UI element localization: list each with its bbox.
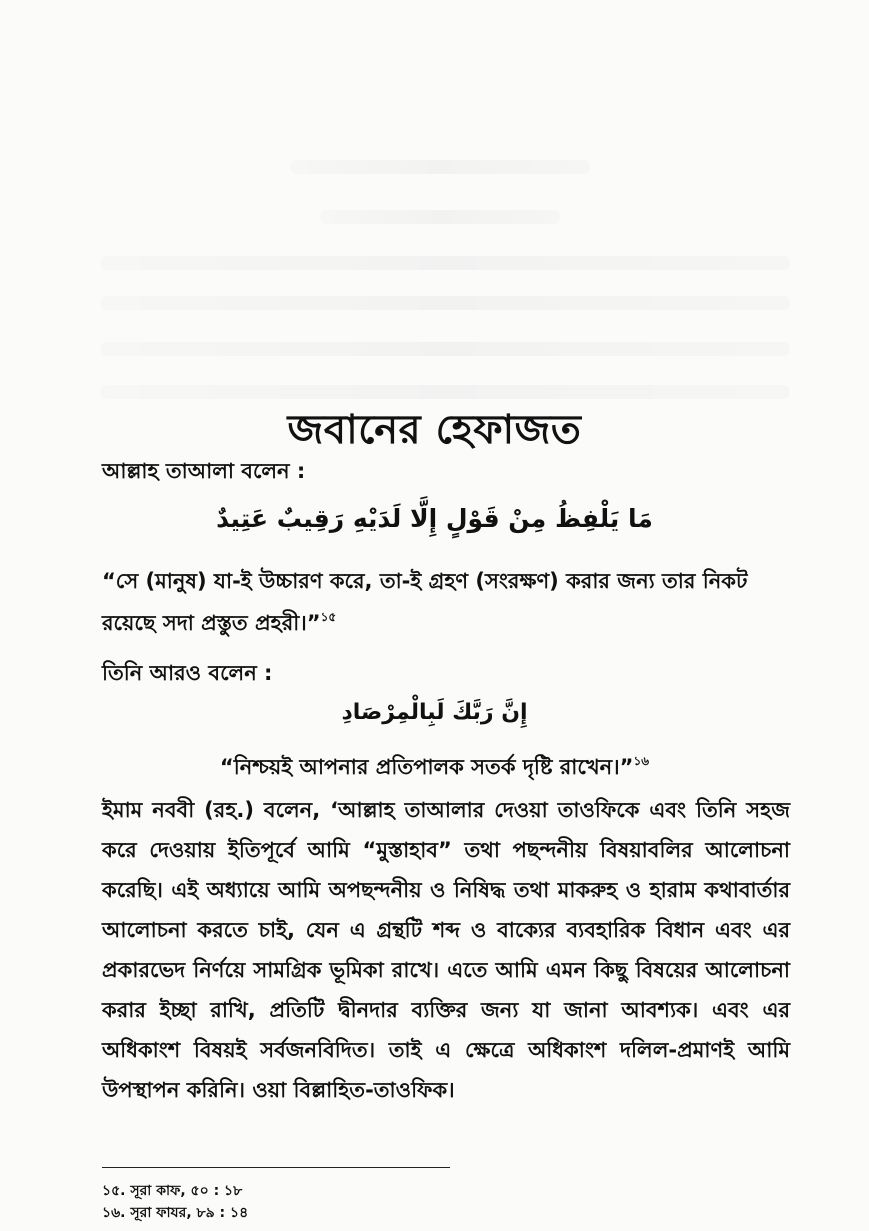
body-paragraph: ইমাম নববী (রহ.) বলেন, ‘আল্লাহ তাআলার দেওয়া তাওফিকে এবং তিনি সহজ করে দেওয়ায় ইতিপূর্বে আমি “মুস্তাহাব” তথা পছন্দনীয় বিষয়াবলির আলোচনা করেছি। এই অধ্যায়ে আমি অপছন্দনীয় ও নিষিদ্ধ তথা মাকরুহ ও হারাম কথাবার্তার আলোচনা করতে চাই, যেন এ গ্রন্থটি শব্দ ও বাক্যের ব্যবহারিক বিধান এবং এর প্রকারভেদ নির্ণয়ে সামগ্রিক ভূমিকা রাখে। এতে আমি এমন কিছু বিষয়ের আলোচনা করার ইচ্ছা রাখি, প্রতিটি দ্বীনদার ব্যক্তির জন্য যা জানা আবশ্যক। এবং এর অধিকাংশ বিষয়ই সর্বজনবিদিত। তাই এ ক্ষেত্রে অধিকাংশ দলিল-প্রমাণই আমি উপস্থাপন করিনি। ওয়া বিল্লাহিত-তাওফিক। xyxy=(102,798,790,1102)
bleed-through-line xyxy=(100,296,790,310)
chapter-title: জবানের হেফাজত xyxy=(287,407,582,453)
footnote-ref-15: ১৫ xyxy=(320,610,337,624)
footnotes xyxy=(102,1180,248,1224)
second-label: তিনি আরও বলেন : xyxy=(102,661,273,685)
bleed-through-line xyxy=(320,210,560,224)
bleed-through-line xyxy=(100,256,790,270)
footnote-ref-16: ১৬ xyxy=(633,754,650,768)
footnote-15: ১৫. সূরা কাফ, ৫০ : ১৮ xyxy=(102,1183,243,1199)
verse-1-text: “সে (মানুষ) যা-ই উচ্চারণ করে, তা-ই গ্রহণ (সংরক্ষণ) করার জন্য তার নিকট রয়েছে সদা প্রস্তুত প্রহরী।” xyxy=(102,569,748,635)
verse-1-translation xyxy=(102,563,790,641)
arabic-verse-1: مَا يَلْفِظُ مِنْ قَوْلٍ إِلَّا لَدَيْهِ رَقِيبٌ عَتِيدٌ xyxy=(216,504,653,533)
footnote-16: ১৬. সূরা ফাযর, ৮৯ : ১৪ xyxy=(102,1205,249,1221)
bleed-through-line xyxy=(100,385,790,399)
verse-2-translation xyxy=(0,743,869,785)
verse-2-text: “নিশ্চয়ই আপনার প্রতিপালক সতর্ক দৃষ্টি রাখেন।” xyxy=(219,755,634,779)
intro-label: আল্লাহ তাআলা বলেন : xyxy=(102,459,306,483)
footnote-divider xyxy=(102,1167,450,1168)
arabic-verse-2: إِنَّ رَبَّكَ لَبِالْمِرْصَادِ xyxy=(341,700,528,725)
bleed-through-line xyxy=(100,342,790,356)
bleed-through-line xyxy=(290,160,590,174)
